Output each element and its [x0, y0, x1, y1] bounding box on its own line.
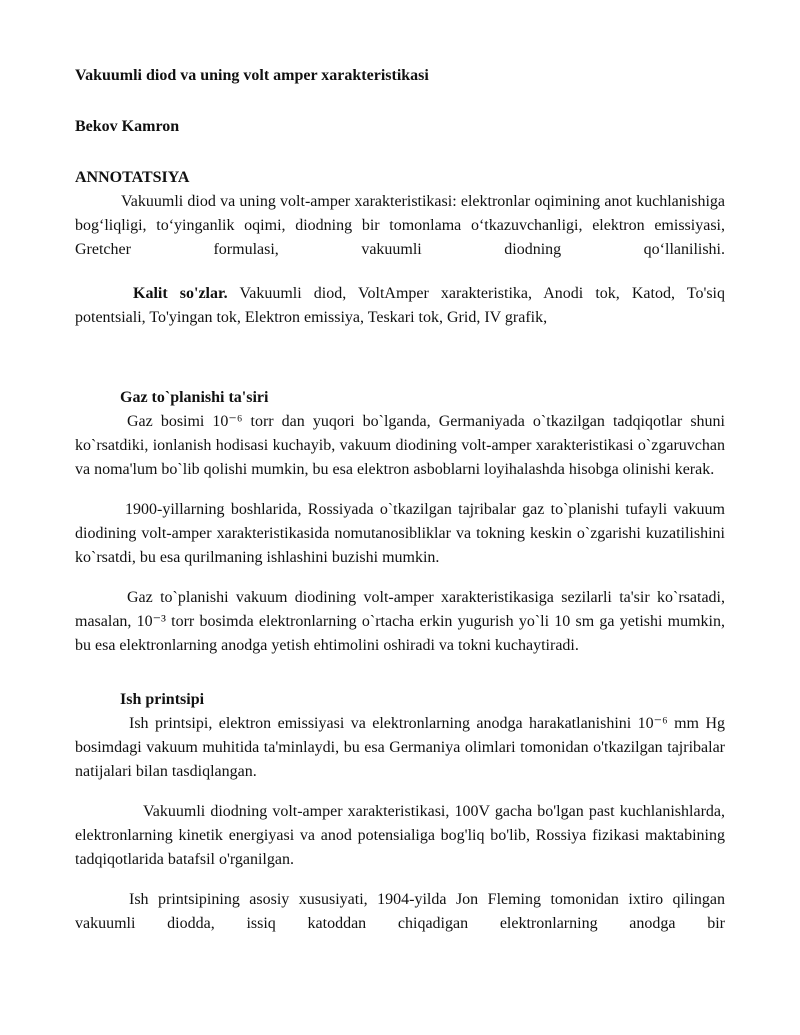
ish-paragraph-3: Ish printsipining asosiy xususiyati, 1904-yilda Jon Fleming tomonidan ixtiro qilingan vakuumli diodda, issiq katoddan chiqadigan elektronlarning anodga bir [75, 891, 725, 932]
ish-paragraph-1: Ish printsipi, elektron emissiyasi va elektronlarning anodga harakatlanishini 10⁻⁶ mm Hg bosimdagi vakuum muhitida ta'minlaydi, bu esa Germaniya olimlari tomonidan o'tkazilgan tajribalar natijalari bilan tasdiqlangan. [75, 715, 725, 780]
section-heading-gaz: Gaz to`planishi ta'siri [120, 389, 269, 406]
gaz-paragraph-2: 1900-yillarning boshlarida, Rossiyada o`tkazilgan tajribalar gaz to`planishi tufayli vakuum diodining volt-amper xarakteristikasida nomutanosibliklar va tokning keskin o`zgarishi kuzatilishini ko`rsatdi, bu esa qurilmaning ishlashini buzishi mumkin. [75, 501, 725, 566]
document-title: Vakuumli diod va uning volt amper xarakteristikasi [75, 67, 429, 84]
keywords-paragraph [75, 282, 725, 330]
ish-paragraph-2: Vakuumli diodning volt-amper xarakteristikasi, 100V gacha bo'lgan past kuchlanishlarda, elektronlarning kinetik energiyasi va anod potensialiga bog'liq bo'lib, Rossiya fizikasi maktabining tadqiqotlarida batafsil o'rganilgan. [75, 803, 725, 868]
gaz-paragraph-3: Gaz to`planishi vakuum diodining volt-amper xarakteristikasiga sezilarli ta'sir ko`rsatadi, masalan, 10⁻³ torr bosimda elektronlarning o`rtacha erkin yugurish yo`li 10 sm ga yetishi mumkin, bu esa elektronlarning anodga yetish ehtimolini oshiradi va tokni kuchaytiradi. [75, 589, 725, 654]
gaz-paragraph-1: Gaz bosimi 10⁻⁶ torr dan yuqori bo`lganda, Germaniyada o`tkazilgan tadqiqotlar shuni ko`rsatdiki, ionlanish hodisasi kuchayib, vakuum diodining volt-amper xarakteristikasi o`zgaruvchan va noma'lum bo`lib qolishi mumkin, bu esa elektron asboblarni loyihalashda hisobga olinishi kerak. [75, 413, 725, 478]
section-heading-ish: Ish printsipi [120, 691, 205, 708]
keywords-label: Kalit so'zlar. [133, 285, 228, 302]
document-author: Bekov Kamron [75, 118, 180, 135]
keywords-text: Vakuumli diod, VoltAmper xarakteristika, Anodi tok, Katod, To'siq potentsiali, To'yingan tok, Elektron emissiya, Teskari tok, Grid, IV grafik, [75, 285, 725, 326]
annotation-paragraph: Vakuumli diod va uning volt-amper xarakteristikasi: elektronlar oqimining anot kuchlanishiga bog‘liqligi, to‘yinganlik oqimi, diodning bir tomonlama o‘tkazuvchanligi, elektron emissiyasi, Gretcher formulasi, vakuumli diodning qo‘llanilishi. [75, 193, 725, 258]
annotation-heading: ANNOTATSIYA [75, 169, 190, 186]
